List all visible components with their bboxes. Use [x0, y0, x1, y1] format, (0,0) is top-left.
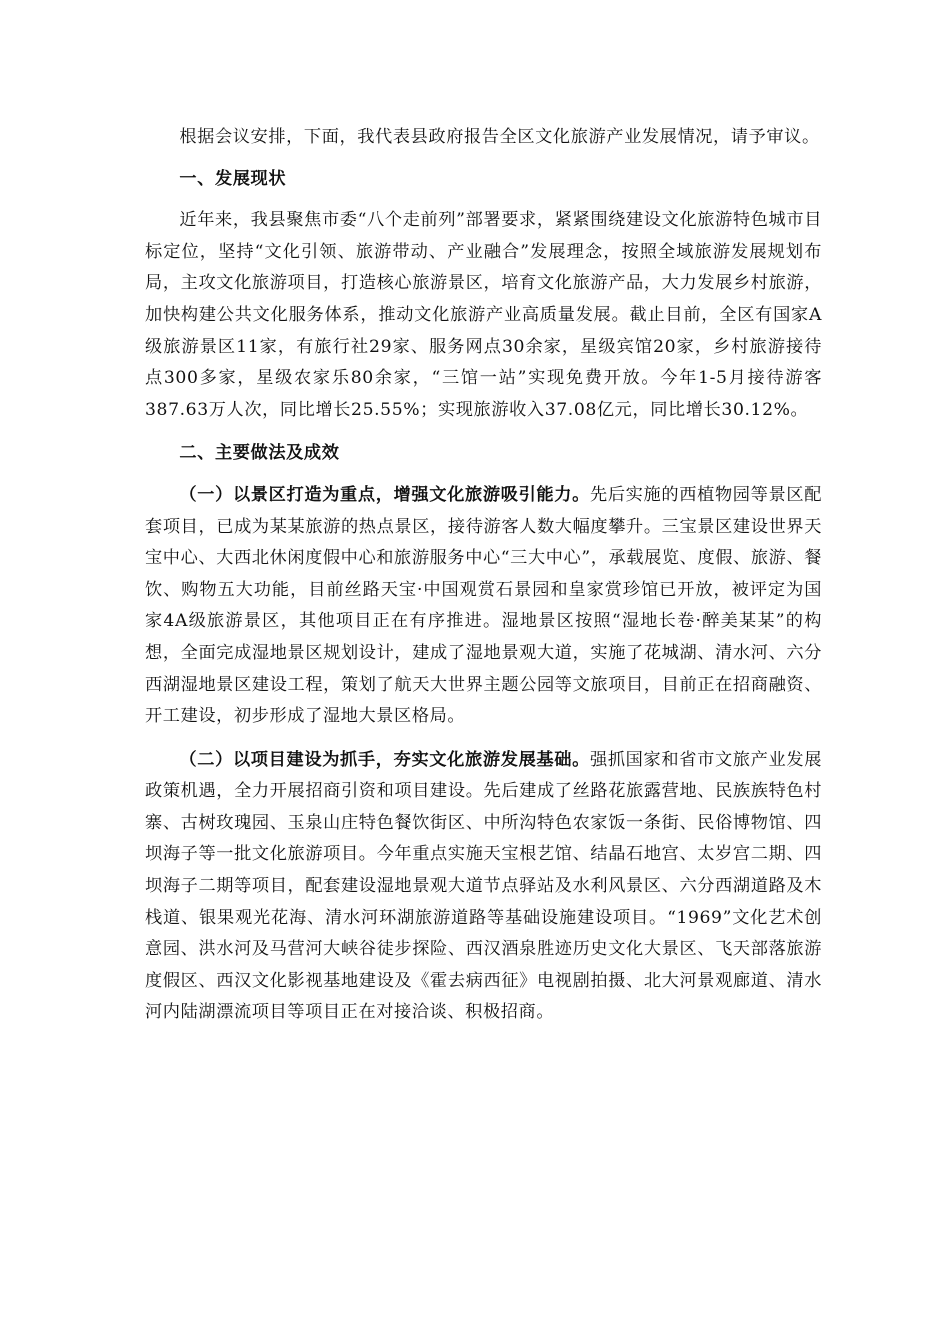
- measure-lead-2: （二）以项目建设为抓手，夯实文化旅游发展基础。: [179, 749, 590, 770]
- measure-paragraph-2: [145, 745, 822, 1029]
- measure-paragraph-1: [145, 480, 822, 733]
- status-paragraph: 近年来，我县聚焦市委“八个走前列”部署要求，紧紧围绕建设文化旅游特色城市目标定位，坚持“文化引领、旅游带动、产业融合”发展理念，按照全域旅游发展规划布局，主攻文化旅游项目，打造核心旅游景区，培育文化旅游产品，大力发展乡村旅游，加快构建公共文化服务体系，推动文化旅游产业高质量发展。截止目前，全区有国家A级旅游景区11家，有旅行社29家、服务网点30余家，星级宾馆20家，乡村旅游接待点300多家，星级农家乐80余家，“三馆一站”实现免费开放。今年1-5月接待游客387.63万人次，同比增长25.55%；实现旅游收入37.08亿元，同比增长30.12%。: [145, 210, 822, 420]
- measure-lead-1: （一）以景区打造为重点，增强文化旅游吸引能力。: [179, 484, 590, 505]
- section-heading-measures: 二、主要做法及成效: [179, 443, 340, 464]
- intro-paragraph: 根据会议安排，下面，我代表县政府报告全区文化旅游产业发展情况，请予审议。: [179, 127, 820, 147]
- measure-body-1: 先后实施的西植物园等景区配套项目，已成为某某旅游的热点景区，接待游客人数大幅度攀升。三宝景区建设世界天宝中心、大西北休闲度假中心和旅游服务中心“三大中心”，承载展览、度假、旅游、餐饮、购物五大功能，目前丝路天宝·中国观赏石景园和皇家赏珍馆已开放，被评定为国家4A级旅游景区，其他项目正在有序推进。湿地景区按照“湿地长卷·醉美某某”的构想，全面完成湿地景区规划设计，建成了湿地景观大道，实施了花城湖、清水河、六分西湖湿地景区建设工程，策划了航天大世界主题公园等文旅项目，目前正在招商融资、开工建设，初步形成了湿地大景区格局。: [145, 484, 822, 727]
- section-heading-status: 一、发展现状: [179, 168, 287, 189]
- measure-body-2: 强抓国家和省市文旅产业发展政策机遇，全力开展招商引资和项目建设。先后建成了丝路花旅露营地、民族族特色村寨、古树玫瑰园、玉泉山庄特色餐饮街区、中所沟特色农家饭一条街、民俗博物馆、四坝海子等一批文化旅游项目。今年重点实施天宝根艺馆、结晶石地宫、太岁宫二期、四坝海子二期等项目，配套建设湿地景观大道节点驿站及水利风景区、六分西湖道路及木栈道、银果观光花海、清水河环湖旅游道路等基础设施建设项目。“1969”文化艺术创意园、洪水河及马营河大峡谷徒步探险、西汉酒泉胜迹历史文化大景区、飞天部落旅游度假区、西汉文化影视基地建设及《霍去病西征》电视剧拍摄、北大河景观廊道、清水河内陆湖漂流项目等项目正在对接洽谈、积极招商。: [145, 749, 822, 1023]
